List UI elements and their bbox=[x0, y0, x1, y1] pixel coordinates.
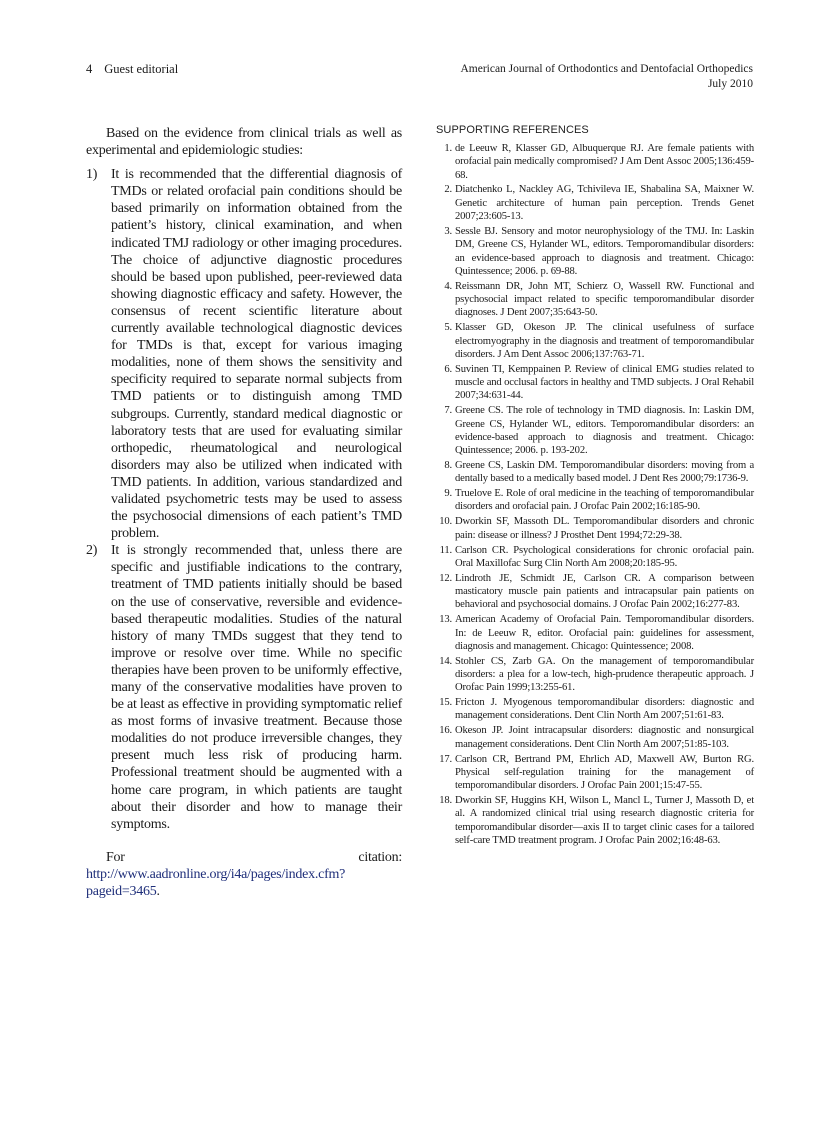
citation-period: . bbox=[156, 884, 160, 900]
recommendations-list bbox=[86, 166, 402, 833]
reference-text: Stohler CS, Zarb GA. On the management of temporomandibular disorders: a plea for a low-tech, high-prudence therapeutic approach. J Orofac Pain 1999;13:255-61. bbox=[455, 655, 754, 694]
journal-title: American Journal of Orthodontics and Dentofacial Orthopedics bbox=[460, 63, 753, 75]
reference-number: 3. bbox=[444, 225, 452, 237]
reference-text: Fricton J. Myogenous temporomandibular disorders: diagnostic and management considerations. Dent Clin North Am 2007;51:61-83. bbox=[455, 697, 754, 722]
reference-item bbox=[436, 363, 754, 403]
reference-number: 8. bbox=[444, 459, 452, 471]
reference-number: 2. bbox=[444, 184, 452, 196]
reference-number: 17. bbox=[439, 753, 452, 765]
reference-item bbox=[436, 142, 754, 182]
reference-text: Carlson CR. Psychological considerations for chronic orofacial pain. Oral Maxillofac Surg Clin North Am 2008;20:185-95. bbox=[455, 544, 754, 569]
reference-text: Diatchenko L, Nackley AG, Tchivileva IE, Shabalina SA, Maixner W. Genetic architecture of human pain perception. Trends Genet 2007;23:605-13. bbox=[455, 184, 754, 223]
reference-item bbox=[436, 487, 754, 514]
recommendation-item bbox=[86, 166, 402, 542]
reference-item bbox=[436, 753, 754, 793]
references-column bbox=[436, 124, 754, 849]
reference-text: Dworkin SF, Massoth DL. Temporomandibular disorders and chronic pain: disease or illness? J Prosthet Dent 1994;72:29-38. bbox=[455, 516, 754, 541]
reference-text: Suvinen TI, Kemppainen P. Review of clinical EMG studies related to muscle and occlusal factors in healthy and TMD subjects. J Oral Rehabil 2007;34:631-44. bbox=[455, 363, 754, 402]
reference-item bbox=[436, 321, 754, 361]
reference-item bbox=[436, 696, 754, 723]
reference-item bbox=[436, 225, 754, 278]
reference-text: Truelove E. Role of oral medicine in the teaching of temporomandibular disorders and orofacial pain. J Orofac Pain 2002;16:185-90. bbox=[455, 488, 754, 513]
recommendation-item bbox=[86, 542, 402, 833]
reference-item bbox=[436, 459, 754, 486]
recommendation-number: 1) bbox=[86, 167, 98, 183]
reference-text: Reissmann DR, John MT, Schierz O, Wassell RW. Functional and psychosocial impact related to specific temporomandibular disorder diagnoses. J Dent 2007;35:643-50. bbox=[455, 280, 754, 319]
reference-number: 6. bbox=[444, 363, 452, 375]
reference-number: 1. bbox=[444, 143, 452, 154]
issue-date: July 2010 bbox=[707, 78, 753, 90]
reference-text: Greene CS, Laskin DM. Temporomandibular disorders: moving from a dentally based to a medically based model. J Dent Res 2000;79:1736-9. bbox=[455, 459, 754, 485]
main-text-column bbox=[86, 125, 402, 900]
reference-text: American Academy of Orofacial Pain. Temporomandibular disorders. In: de Leeuw R, editor. Orofacial pain: guidelines for assessment, diagnosis and management. Chicago: Quintessence; 2008. bbox=[455, 614, 754, 652]
reference-item bbox=[436, 544, 754, 571]
reference-number: 5. bbox=[444, 322, 452, 334]
running-header-left bbox=[86, 62, 178, 77]
recommendation-text: It is recommended that the differential diagnosis of TMDs or related orofacial pain conditions should be based primarily on information obtained from the patient’s history, clinical examination, and when indicated TMJ radiology or other imaging procedures. The choice of adjunctive diagnostic procedures should be based upon published, peer-reviewed data showing diagnostic efficacy and safety. However, the consensus of recent scientific literature about currently available technological diagnostic devices for TMDs is that, except for various imaging modalities, none of them shows the sensitivity and specificity required to separate normal subjects from TMD patients or to distinguish among TMD subgroups. Currently, standard medical diagnostic or laboratory tests that are used for evaluating similar orthopedic, rheumatological and neurological disorders may also be utilized when indicated with TMD patients. In addition, various standardized and validated psychometric tests may be used to assess the psychosocial dimensions of each patient’s TMD problem. bbox=[111, 167, 402, 542]
citation-link[interactable]: http://www.aadronline.org/i4a/pages/index.cfm?pageid=3465 bbox=[86, 866, 346, 900]
recommendation-number: 2) bbox=[86, 543, 98, 559]
references-heading: SUPPORTING REFERENCES bbox=[436, 124, 589, 136]
reference-item bbox=[436, 794, 754, 847]
reference-number: 7. bbox=[444, 405, 452, 417]
reference-text: Sessle BJ. Sensory and motor neurophysiology of the TMJ. In: Laskin DM, Greene CS, Hylander WL, editors. Temporomandibular disorders: an evidence-based approach to diagnosis and treatment. Chicago: Quintessence; 2006. p. 69-88. bbox=[455, 225, 754, 277]
page-number: 4 bbox=[86, 62, 93, 76]
recommendation-text: It is strongly recommended that, unless there are specific and justifiable indications to the contrary, treatment of TMD patients initially should be based on the use of conservative, reversible and evidence-based therapeutic modalities. Studies of the natural history of many TMDs suggest that they tend to improve or resolve over time. While no specific therapies have been proven to be uniformly effective, many of the conservative modalities have proven to be at least as effective in providing symptomatic relief as most forms of invasive treatment. Because those modalities do not produce irreversible changes, they present much less risk of producing harm. Professional treatment should be augmented with a home care program, in which patients are taught about their disorder and how to manage their symptoms. bbox=[111, 543, 402, 832]
reference-number: 15. bbox=[439, 697, 452, 709]
reference-number: 11. bbox=[439, 544, 452, 556]
citation-label: For citation: bbox=[106, 849, 402, 865]
reference-number: 10. bbox=[439, 516, 452, 528]
reference-number: 16. bbox=[439, 725, 452, 737]
reference-number: 12. bbox=[439, 572, 452, 584]
section-title: Guest editorial bbox=[104, 62, 179, 76]
reference-item bbox=[436, 404, 754, 457]
reference-text: Okeson JP. Joint intracapsular disorders: diagnostic and nonsurgical management considerations. Dent Clin North Am 2007;51:85-103. bbox=[455, 725, 754, 750]
references-list bbox=[436, 142, 754, 847]
reference-item bbox=[436, 183, 754, 223]
reference-item bbox=[436, 515, 754, 542]
reference-number: 4. bbox=[444, 280, 452, 292]
reference-item bbox=[436, 613, 754, 653]
reference-number: 13. bbox=[439, 614, 452, 626]
reference-text: de Leeuw R, Klasser GD, Albuquerque RJ. Are female patients with orofacial pain medically compromised? J Am Dent Assoc 2005;136:459-68. bbox=[455, 143, 754, 181]
reference-number: 18. bbox=[439, 795, 452, 807]
reference-text: Dworkin SF, Huggins KH, Wilson L, Mancl L, Turner J, Massoth D, et al. A randomized clinical trial using research diagnostic criteria for temporomandibular disorder—axis II to target clinic cases for a tailored self-care TMD treatment program. J Orofac Pain 2002;16:48-63. bbox=[455, 795, 754, 846]
reference-text: Lindroth JE, Schmidt JE, Carlson CR. A comparison between masticatory muscle pain patients and intracapsular pain patients on behavioral and psychosocial domains. J Orofac Pain 2002;16:277-83. bbox=[455, 572, 754, 611]
reference-item bbox=[436, 724, 754, 751]
intro-paragraph: Based on the evidence from clinical trials as well as experimental and epidemiologic studies: bbox=[86, 126, 402, 159]
reference-number: 14. bbox=[439, 655, 452, 667]
reference-text: Klasser GD, Okeson JP. The clinical usefulness of surface electromyography in the diagnosis and treatment of temporomandibular disorders. J Am Dent Assoc 2006;137:763-71. bbox=[455, 322, 754, 360]
running-header-right bbox=[460, 62, 753, 92]
reference-item bbox=[436, 572, 754, 612]
citation-paragraph bbox=[86, 849, 402, 900]
reference-item bbox=[436, 280, 754, 320]
reference-item bbox=[436, 655, 754, 695]
reference-number: 9. bbox=[444, 488, 452, 500]
reference-text: Carlson CR, Bertrand PM, Ehrlich AD, Maxwell AW, Burton RG. Physical self-regulation training for the management of temporomandibular disorders. J Orofac Pain 2001;15:47-55. bbox=[455, 753, 754, 792]
reference-text: Greene CS. The role of technology in TMD diagnosis. In: Laskin DM, Greene CS, Hylander WL, editors. Temporomandibular disorders: an evidence-based approach to diagnosis and treatment. Chicago: Quintessence; 2006. p. 193-202. bbox=[455, 405, 754, 457]
